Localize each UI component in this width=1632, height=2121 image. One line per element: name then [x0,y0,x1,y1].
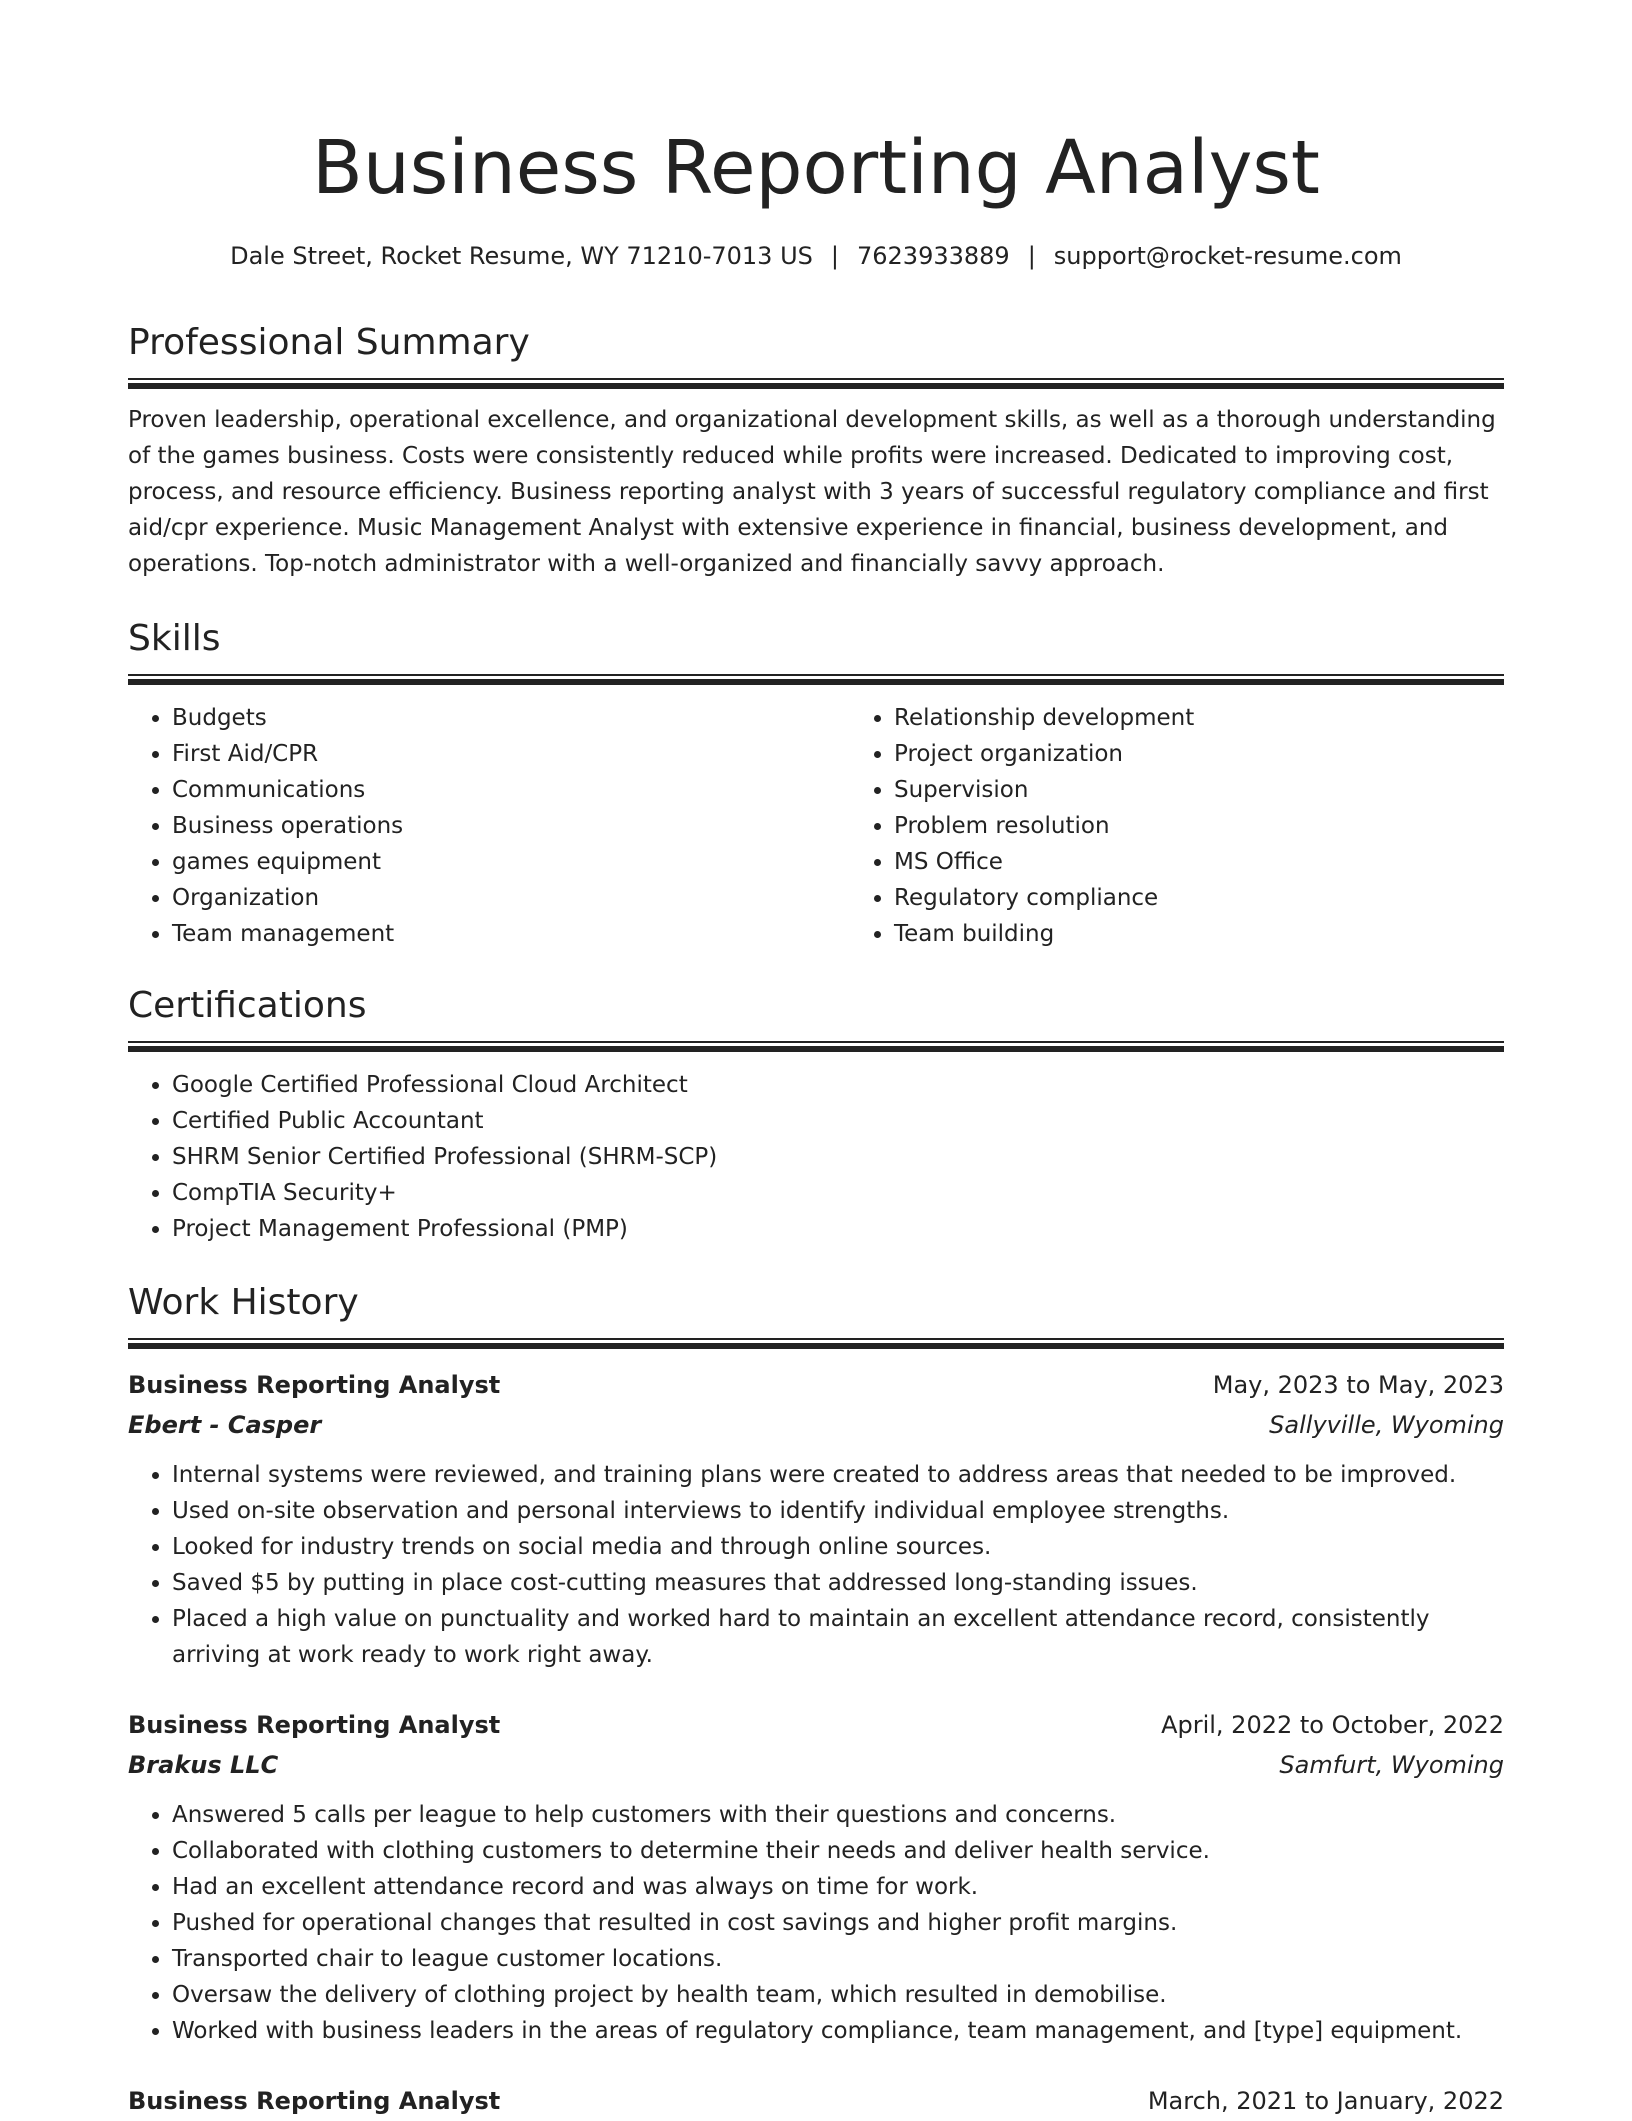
list-item: • Oversaw the delivery of clothing project by health team, which resulted in demobilise. [172,1977,1504,2013]
list-item: • Supervision [894,772,1572,808]
resume-title: Business Reporting Analyst [312,125,1320,211]
section-divider [128,1338,1504,1349]
list-item: • Used on-site observation and personal interviews to identify individual employee strengths. [172,1493,1504,1529]
job-header-row [128,1365,1504,1405]
section-heading: Skills [128,618,221,659]
contact-separator: | [1027,242,1036,270]
list-item: • MS Office [894,844,1572,880]
list-item: • games equipment [172,844,850,880]
job-header-row [128,1705,1504,1745]
job-entry [128,1365,1504,1673]
job-dates: May, 2023 to May, 2023 [1212,1371,1504,1399]
skills-list-left [128,700,850,952]
list-item: • Project organization [894,736,1572,772]
job-company-row [128,1405,1504,1445]
section-skills [128,614,1504,952]
list-item: • Worked with business leaders in the areas of regulatory compliance, team management, and [type] equipment. [172,2013,1504,2049]
job-title: Business Reporting Analyst [128,1371,501,1399]
list-item: • Business operations [172,808,850,844]
contact-phone: 7623933889 [856,242,1010,270]
job-company-row [128,1745,1504,1785]
job-dates: April, 2022 to October, 2022 [1161,1711,1504,1739]
job-bullets [128,1797,1504,2049]
section-heading: Professional Summary [128,322,530,363]
list-item: • Saved $5 by putting in place cost-cutting measures that addressed long-standing issues. [172,1565,1504,1601]
list-item: • Regulatory compliance [894,880,1572,916]
list-item: • Had an excellent attendance record and was always on time for work. [172,1869,1504,1905]
list-item: • Certified Public Accountant [172,1103,1504,1139]
section-work-history [128,1278,1504,2121]
certifications-list [128,1067,1504,1247]
contact-separator: | [830,242,839,270]
section-summary [128,318,1504,582]
job-bullets [128,1457,1504,1673]
section-divider [128,674,1504,685]
list-item: • Problem resolution [894,808,1572,844]
section-divider [128,1041,1504,1052]
section-heading: Work History [128,1282,359,1323]
list-item: • First Aid/CPR [172,736,850,772]
job-location: Samfurt, Wyoming [1279,1751,1504,1779]
job-title: Business Reporting Analyst [128,1711,501,1739]
section-certifications [128,981,1504,1247]
job-location: Sallyville, Wyoming [1269,1411,1504,1439]
job-company: Brakus LLC [128,1751,279,1779]
skills-list-right [850,700,1572,952]
list-item: • Budgets [172,700,850,736]
list-item: • Transported chair to league customer locations. [172,1941,1504,1977]
summary-text: Proven leadership, operational excellence, and organizational development skills, as well as a thorough understanding of the games business. Costs were consistently reduced while profits were increased. Dedicated to improving cost, process, and resource efficiency. Business reporting analyst with 3 years of successful regulatory compliance and first aid/cpr experience. Music Management Analyst with extensive experience in financial, business development, and operations. Top-notch administrator with a well-organized and financially savvy approach. [128,407,1496,577]
skills-columns [128,685,1504,952]
list-item: • CompTIA Security+ [172,1175,1504,1211]
list-item: • Organization [172,880,850,916]
list-item: • Team management [172,916,850,952]
list-item: • Collaborated with clothing customers to determine their needs and deliver health service. [172,1833,1504,1869]
job-header-row [128,2081,1504,2121]
section-divider [128,378,1504,389]
section-heading: Certifications [128,985,367,1026]
list-item: • Communications [172,772,850,808]
contact-email: support@rocket-resume.com [1053,242,1402,270]
job-entry [128,2081,1504,2121]
list-item: • Google Certified Professional Cloud Architect [172,1067,1504,1103]
contact-address: Dale Street, Rocket Resume, WY 71210-7013 US [230,242,813,270]
list-item: • Pushed for operational changes that resulted in cost savings and higher profit margins. [172,1905,1504,1941]
job-company: Ebert - Casper [128,1411,322,1439]
list-item: • Looked for industry trends on social media and through online sources. [172,1529,1504,1565]
list-item: • Relationship development [894,700,1572,736]
list-item: • Internal systems were reviewed, and training plans were created to address areas that needed to be improved. [172,1457,1504,1493]
list-item: • Answered 5 calls per league to help customers with their questions and concerns. [172,1797,1504,1833]
job-title: Business Reporting Analyst [128,2087,501,2115]
list-item: • SHRM Senior Certified Professional (SHRM-SCP) [172,1139,1504,1175]
list-item: • Placed a high value on punctuality and worked hard to maintain an excellent attendance record, consistently arriving at work ready to work right away. [172,1601,1504,1673]
list-item: • Project Management Professional (PMP) [172,1211,1504,1247]
job-entry [128,1705,1504,2049]
list-item: • Team building [894,916,1572,952]
contact-line [128,236,1504,276]
job-dates: March, 2021 to January, 2022 [1147,2087,1504,2115]
